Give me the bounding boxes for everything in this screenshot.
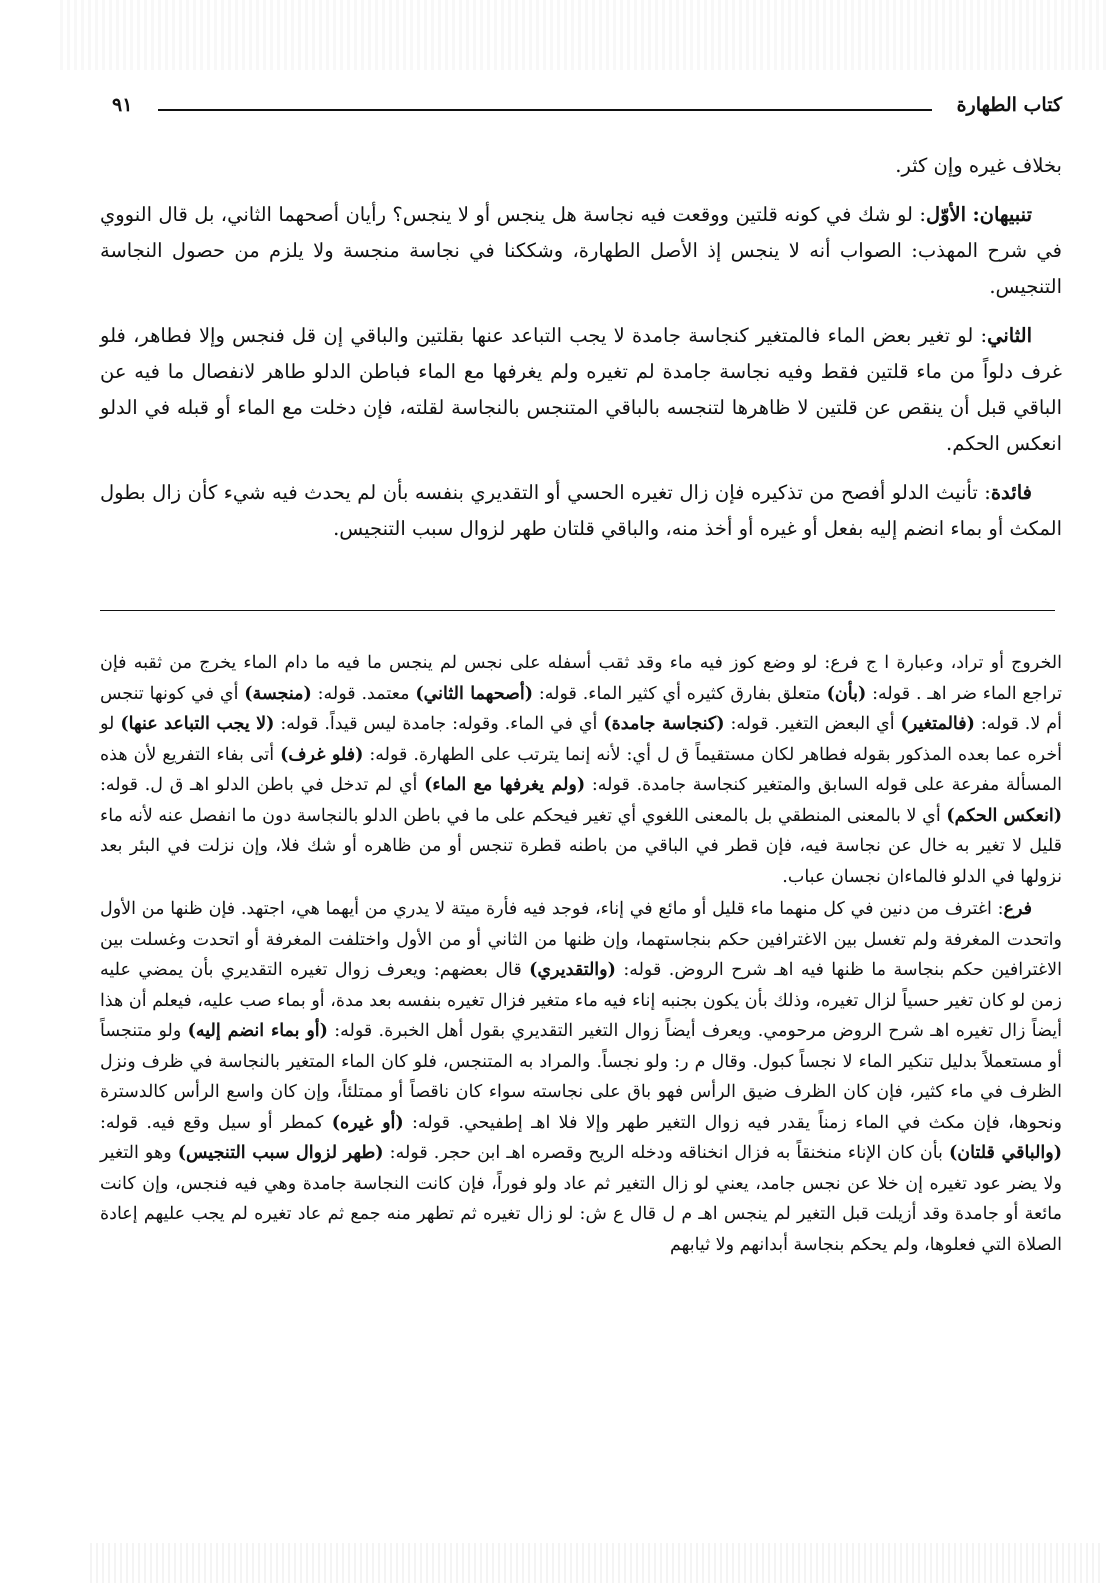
note-text: أي لا بالمعنى المنطقي بل بالمعنى اللغوي أي تغير فيحكم على ما في باطن الدلو بالنجاسة دون ما انفصل عنه لأنه ماء قليل لا تغير به خال عن نجاسة فيه، فإن قطر في الباقي من باطنه قطرة تنجس أو من ظاهره أو شك فلا، وإن نزلت في البئر بعد نزولها في الدلو فالماءان نجسان عباب. bbox=[100, 805, 1062, 887]
label-faida: فائدة bbox=[990, 481, 1032, 504]
commentary-text bbox=[100, 648, 1062, 1262]
note-text: ولو متنجساً أو مستعملاً بدليل تنكير الماء لا نجساً كبول. وقال م ر: ولو نجساً. والمراد به المتنجس، فلو كان الماء المتغير بالنجاسة في ظرف ونزل الظرف في ماء كثير، فإن كان الظرف ضيق الرأس فهو باق على نجاسته سواء كان ناقصاً أو ممتلئاً، وإن كان واسع الرأس كالدسترة ونحوها، فإن مكث في الماء زمناً يقدر فيه زوال التغير طهر وإلا فلا اهـ إطفيحي. قوله: bbox=[100, 1021, 1062, 1133]
label-awwal: الأوّل bbox=[925, 203, 967, 226]
quoted-term: (طهر لزوال سبب التنجيس) bbox=[177, 1143, 384, 1163]
page-header bbox=[112, 94, 1062, 124]
note-text: أي في الماء. وقوله: جامدة ليس قيداً. قوله: bbox=[274, 714, 604, 734]
quoted-term: (فالمتغير) bbox=[900, 714, 975, 734]
note-text: قال بعضهم: ويعرف زوال تغيره التقديري بأن يمضي عليه زمن لو كان تغير حسياً لزال تغيره، وذلك بأن يكون بجنبه إناء فيه ماء متغير فزال تغيره بنفسه بعد مدة، أو بماء صب عليه، فيعلم أن هذا أيضاً زال تغيره اهـ شرح الروض مرحومي. ويعرف أيضاً زوال التغير التقديري بقول أهل الخبرة. قوله: bbox=[100, 960, 1062, 1041]
note-text: أتى بفاء التفريع لأن هذه المسألة مفرعة على قوله السابق والمتغير كنجاسة جامدة. قوله: bbox=[100, 744, 1062, 795]
main-paragraph-tanbihan bbox=[100, 197, 1062, 305]
quoted-term: (أصحهما الثاني) bbox=[415, 683, 534, 704]
note-text: أي في كونها تنجس أم لا. قوله: bbox=[100, 683, 1062, 734]
quoted-term: (ولم يغرفها مع الماء) bbox=[424, 775, 586, 795]
page-number: ٩١ bbox=[112, 94, 133, 116]
main-paragraph-faida bbox=[100, 475, 1062, 547]
note-text: الخروج أو تراد، وعبارة ا ج فرع: لو وضع كوز فيه ماء وقد ثقب أسفله على نجس لم ينجس ما فيه ما دام الماء يخرج من ثقبه فإن تراجع الماء ضر اهـ . قوله: bbox=[100, 653, 1062, 704]
quoted-term: (انعكس الحكم) bbox=[946, 805, 1062, 826]
book-title: كتاب الطهارة bbox=[956, 94, 1062, 116]
quoted-term: (أو غيره) bbox=[331, 1112, 404, 1133]
quoted-term: (والباقي قلتان) bbox=[949, 1143, 1063, 1163]
note-text: معتمد. قوله: bbox=[311, 683, 416, 704]
note-text: أي لم تدخل في باطن الدلو اهـ ق ل. قوله: bbox=[100, 775, 425, 795]
header-rule bbox=[158, 109, 932, 111]
note-text: كمطر أو سيل وقع فيه. قوله: bbox=[100, 1112, 332, 1133]
note-text: لو أخره عما بعده المذكور بقوله فطاهر لكان مستقيماً ق ل أي: لأنه إنما يترتب على الطهارة. قوله: bbox=[100, 714, 1063, 765]
commentary-paragraph-2 bbox=[100, 894, 1062, 1260]
label-thani: الثاني bbox=[987, 324, 1032, 347]
quoted-term: (لا يجب التباعد عنها) bbox=[120, 714, 275, 734]
main-text bbox=[100, 148, 1062, 560]
note-text: بأن كان الإناء منخنقاً به فزال انخناقه ودخله الريح وقصره اهـ ابن حجر. قوله: bbox=[383, 1143, 949, 1163]
footnote-separator bbox=[100, 610, 1055, 611]
scan-edge-bottom bbox=[90, 1543, 1100, 1583]
note-text: أي البعض التغير. قوله: bbox=[724, 714, 901, 734]
quoted-term: (بأن) bbox=[826, 683, 867, 704]
quoted-term: (كنجاسة جامدة) bbox=[603, 714, 725, 734]
faida-text: : تأنيث الدلو أفصح من تذكيره فإن زال تغيره الحسي أو التقديري بنفسه بأن لم يحدث فيه شيء كأن زال بطول المكث أو بماء انضم إليه بفعل أو غيره أو أخذ منه، والباقي قلتان طهر لزوال سبب التنجيس. bbox=[100, 481, 1062, 540]
main-paragraph-0: بخلاف غيره وإن كثر. bbox=[895, 154, 1062, 177]
thani-text: : لو تغير بعض الماء فالمتغير كنجاسة جامدة لا يجب التباعد عنها بقلتين والباقي إن قل فنجس وإلا فطاهر، فلو غرف دلواً من ماء قلتين فقط وفيه نجاسة جامدة لم تغيره ولم يغرفها مع الماء فباطن الدلو طاهر لانفصال ما فيه عن الباقي قبل أن ينقص عن قلتين لا ظاهرها لتنجسه بالباقي المتنجس بالنجاسة لقلته، فإن دخلت مع الماء أو قبله في الدلو انعكس الحكم. bbox=[100, 324, 1062, 455]
label-far: فرع bbox=[1003, 899, 1032, 919]
main-paragraph-thani bbox=[100, 318, 1062, 462]
quoted-term: (أو بماء انضم إليه) bbox=[187, 1021, 328, 1041]
label-tanbihan: تنبيهان: bbox=[972, 203, 1032, 226]
scan-edge-top bbox=[60, 0, 1110, 70]
note-text: وهو التغير ولا يضر عود تغيره إن خلا عن نجس جامد، يعني لو زال التغير ثم عاد ولو فوراً، فإن كانت النجاسة جامدة وهي فيه فنجس، وإن كانت مائعة أو جامدة وقد أزيلت قبل التغير لم ينجس اهـ م ل قال ع ش: لو زال تغيره ثم تطهر منه جمع ثم عاد تغيره لم يجب عليهم إعادة الصلاة التي فعلوها، ولم يحكم بنجاسة أبدانهم ولا ثيابهم bbox=[100, 1143, 1062, 1255]
note-text: : اغترف من دنين في كل منهما ماء قليل أو مائع في إناء، فوجد فيه فأرة ميتة لا يدري من أيهما هي، اجتهد. فإن ظنها من الأول واتحدت المغرفة ولم تغسل بين الاغترافين حكم بنجاستهما، وإن ظنها من الثاني أو من الأول واختلفت المغرفة أو اتحدت وغسلت بين الاغترافين حكم بنجاسة ما ظنها فيه اهـ شرح الروض. قوله: bbox=[100, 899, 1062, 980]
commentary-paragraph-1 bbox=[100, 648, 1062, 892]
quoted-term: (منجسة) bbox=[244, 683, 312, 704]
note-text: متعلق بفارق كثيره أي كثير الماء. قوله: bbox=[533, 683, 827, 704]
tanbihan-text: : لو شك في كونه قلتين ووقعت فيه نجاسة هل ينجس أو لا ينجس؟ رأيان أصحهما الثاني، بل قال النووي في شرح المهذب: الصواب أنه لا ينجس إذ الأصل الطهارة، وشككنا في نجاسة منجسة ولا يلزم من حصول النجاسة التنجيس. bbox=[100, 203, 1062, 298]
quoted-term: (فلو غرف) bbox=[280, 744, 364, 765]
quoted-term: (والتقديري) bbox=[529, 960, 616, 980]
